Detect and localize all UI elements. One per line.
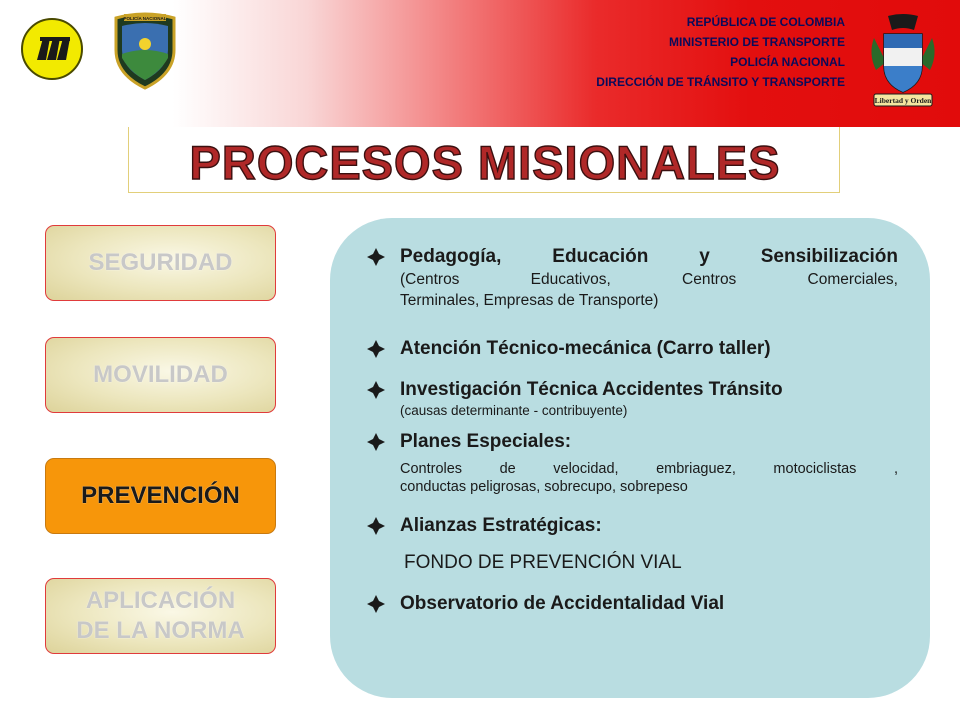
coat-of-arms-motto: Libertad y Orden xyxy=(874,96,932,105)
nav-label-seguridad: SEGURIDAD xyxy=(88,249,233,276)
item-title-alianzas: Alianzas Estratégicas: xyxy=(400,515,602,536)
item-title-observatorio: Observatorio de Accidentalidad Vial xyxy=(400,593,725,614)
item-title-atencion: Atención Técnico-mecánica (Carro taller) xyxy=(400,338,771,359)
item-note-pedagogia-line2: Terminales, Empresas de Transporte) xyxy=(400,292,659,309)
item-note-planes-line1: Controles de velocidad, embriaguez, motociclistas , xyxy=(400,461,898,477)
coat-of-arms-icon xyxy=(868,14,938,110)
diamond-bullet-icon xyxy=(366,432,386,452)
police-badge-icon xyxy=(110,10,180,90)
list-item-planes xyxy=(366,430,898,496)
item-sub-fondo-prevencion: FONDO DE PREVENCIÓN VIAL xyxy=(404,552,682,573)
diamond-bullet-icon xyxy=(366,339,386,359)
item-note-planes-line2: conductas peligrosas, sobrecupo, sobrepeso xyxy=(400,479,688,495)
diamond-bullet-icon xyxy=(366,380,386,400)
page-title: PROCESOS MISIONALES xyxy=(189,136,781,189)
diamond-bullet-icon xyxy=(366,594,386,614)
header-line-direction: DIRECCIÓN DE TRÁNSITO Y TRANSPORTE xyxy=(596,75,845,89)
nav-button-prevencion[interactable] xyxy=(45,458,276,534)
header-institution-lines xyxy=(485,12,845,92)
nav-label-aplicacion-line2: DE LA NORMA xyxy=(76,617,245,644)
list-item-investigacion xyxy=(366,378,898,420)
nav-label-aplicacion-norma xyxy=(76,586,244,646)
list-item-observatorio xyxy=(366,592,898,616)
nav-label-prevencion: PREVENCIÓN xyxy=(81,482,240,509)
page-title-box xyxy=(128,127,840,193)
header-line-republic: REPÚBLICA DE COLOMBIA xyxy=(686,15,845,29)
nav-button-aplicacion-norma[interactable] xyxy=(45,578,276,654)
police-badge-text: POLICÍA NACIONAL xyxy=(123,16,167,21)
nav-label-aplicacion-line1: APLICACIÓN xyxy=(85,587,236,614)
content-panel xyxy=(330,218,930,698)
item-title-planes: Planes Especiales: xyxy=(400,431,572,452)
header-banner xyxy=(0,0,960,127)
item-title-pedagogia: Pedagogía, Educación y Sensibilización xyxy=(400,246,898,267)
diamond-bullet-icon xyxy=(366,516,386,536)
nav-button-seguridad[interactable] xyxy=(45,225,276,301)
nav-label-movilidad: MOVILIDAD xyxy=(93,361,228,388)
mt-logo-icon xyxy=(21,18,83,80)
list-item-pedagogia xyxy=(366,245,898,311)
item-note-investigacion: (causas determinante - contribuyente) xyxy=(400,403,628,418)
list-item-alianzas xyxy=(366,514,898,538)
nav-button-movilidad[interactable] xyxy=(45,337,276,413)
diamond-bullet-icon xyxy=(366,247,386,267)
item-note-pedagogia-line1: (Centros Educativos, Centros Comerciales, xyxy=(400,271,898,288)
item-title-investigacion: Investigación Técnica Accidentes Tránsito xyxy=(400,379,783,400)
list-item-atencion xyxy=(366,337,898,361)
header-line-police: POLICÍA NACIONAL xyxy=(730,55,845,69)
header-line-ministry: MINISTERIO DE TRANSPORTE xyxy=(668,35,845,49)
